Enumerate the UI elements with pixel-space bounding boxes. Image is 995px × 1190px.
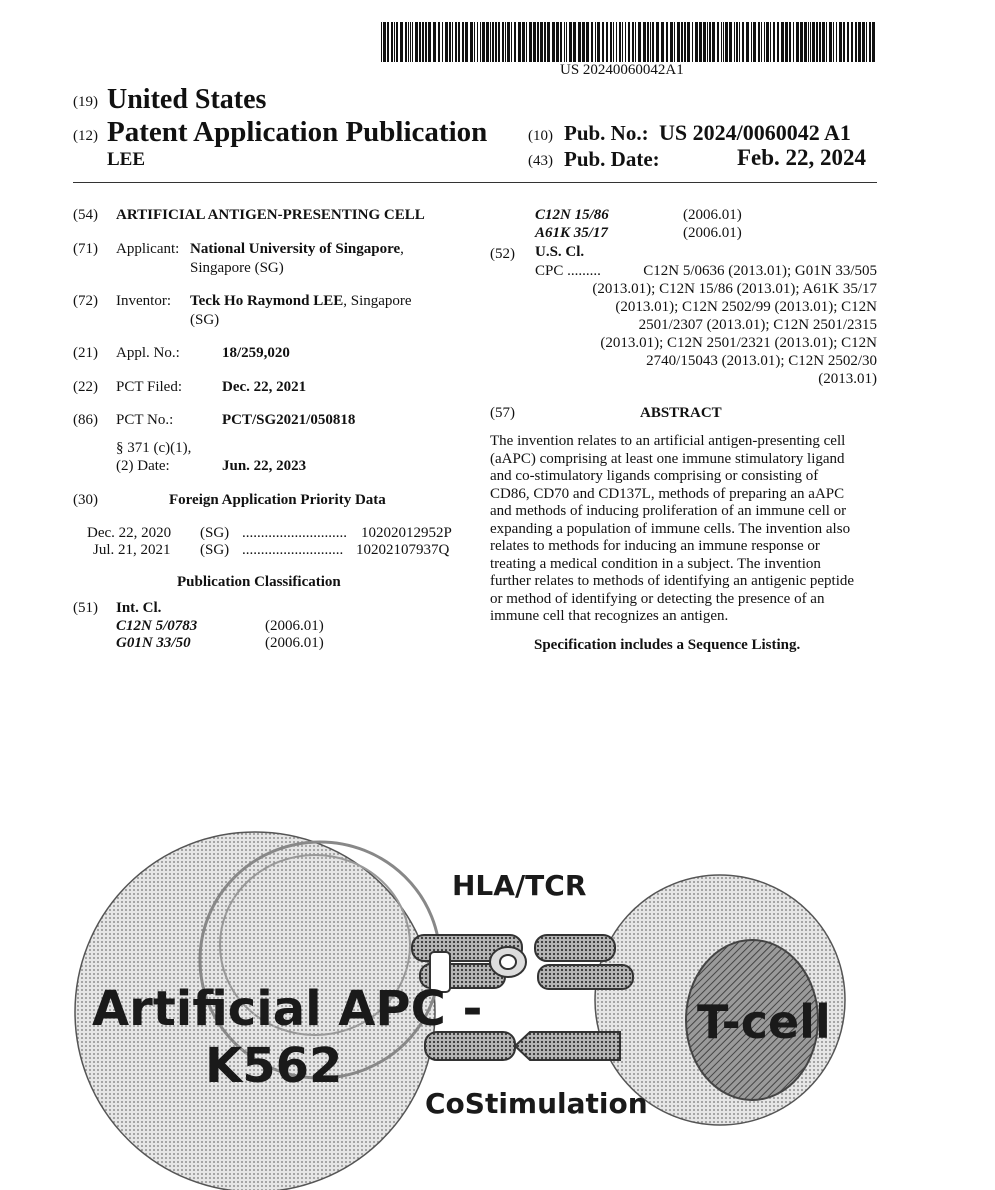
barcode-bar (677, 22, 680, 62)
abstract-line: (aAPC) comprising at least one immune stimulatory ligand (490, 450, 845, 467)
title: ARTIFICIAL ANTIGEN-PRESENTING CELL (116, 207, 425, 223)
barcode-bar (764, 22, 765, 62)
applicant-label: Applicant: (116, 241, 180, 257)
barcode-bar (597, 22, 600, 62)
sequence-note: Specification includes a Sequence Listing. (534, 637, 801, 653)
barcode-bar (666, 22, 668, 62)
inventor-line (190, 292, 412, 310)
abstract-line: immune cell that recognizes an antigen. (490, 608, 729, 624)
s371-line1: § 371 (c)(1), (116, 440, 192, 456)
barcode-bar (736, 22, 738, 62)
pubno-code: (10) (528, 128, 553, 144)
barcode-bar (789, 22, 791, 62)
abstract-line: or method of identifying or detecting the presence of an (490, 590, 825, 607)
pct-no-value: PCT/SG2021/050818 (222, 412, 356, 428)
barcode-bar (628, 22, 630, 62)
barcode-bar (455, 22, 457, 62)
barcode-bar (394, 22, 395, 62)
pct-filed-label: PCT Filed: (116, 379, 182, 395)
barcode-bar (773, 22, 775, 62)
barcode-bar (643, 22, 646, 62)
barcode-bar (619, 22, 621, 62)
barcode-bar (703, 22, 706, 62)
inventor-code: (72) (73, 293, 98, 309)
barcode-bar (816, 22, 818, 62)
barcode-bar (734, 22, 735, 62)
barcode-bar (591, 22, 593, 62)
barcode-bar (616, 22, 617, 62)
inventor-label: Inventor: (116, 293, 171, 309)
s371-value: Jun. 22, 2023 (222, 458, 307, 474)
barcode-bar (819, 22, 821, 62)
barcode-bar (872, 22, 875, 62)
barcode-bar (684, 22, 686, 62)
barcode-bar (812, 22, 815, 62)
barcode-bar (739, 22, 740, 62)
type-code: (12) (73, 128, 98, 144)
barcode-bar (822, 22, 825, 62)
priority-number: 10202012952P (361, 525, 452, 541)
label-artificial-apc: Artificial APC - (92, 981, 483, 1037)
intcl-class: A61K 35/17 (535, 225, 608, 241)
barcode-bar (433, 22, 436, 62)
barcode-bar (796, 22, 799, 62)
barcode-bar (569, 22, 572, 62)
abstract-line: relates to methods for inducing an immune response or (490, 538, 820, 554)
pubdate-code: (43) (528, 153, 553, 169)
cpc-line: (2013.01); C12N 2501/2321 (2013.01); C12N (600, 335, 877, 351)
applicant-name: National University of Singapore (190, 241, 401, 257)
cpc-line: (2013.01); C12N 15/86 (2013.01); A61K 35/17 (592, 281, 877, 297)
barcode-bar (505, 22, 506, 62)
uscl-code: (52) (490, 246, 515, 262)
barcode-bar (804, 22, 807, 62)
abstract-line: treating a medical condition in a subject. The invention (490, 555, 821, 572)
barcode-bar (833, 22, 834, 62)
abstract-line: and methods of inducing proliferation of an immune cell or (490, 503, 847, 519)
priority-dots: ........................... (242, 542, 344, 558)
intcl-year: (2006.01) (265, 618, 324, 634)
barcode-bar (746, 22, 749, 62)
barcode-bar (869, 22, 871, 62)
barcode-bar (383, 22, 386, 62)
barcode-bar (843, 22, 845, 62)
pubclass-heading: Publication Classification (177, 574, 341, 590)
barcode-bar (777, 22, 779, 62)
barcode-bar (695, 22, 698, 62)
barcode-bar (674, 22, 675, 62)
cpc-prefix: CPC ......... (535, 263, 601, 279)
barcode-bar (507, 22, 510, 62)
author: LEE (107, 149, 146, 170)
barcode-bar (606, 22, 608, 62)
barcode-bar (761, 22, 762, 62)
intcl-code: (51) (73, 600, 98, 616)
appl-value: 18/259,020 (222, 345, 290, 361)
barcode-bar (808, 22, 809, 62)
barcode-bar (452, 22, 453, 62)
barcode-bar (462, 22, 464, 62)
pct-filed-value: Dec. 22, 2021 (222, 379, 307, 395)
barcode-bar (564, 22, 565, 62)
barcode-bar (862, 22, 865, 62)
publication-type: Patent Application Publication (107, 116, 488, 148)
barcode-bar (670, 22, 673, 62)
barcode-bar (449, 22, 451, 62)
barcode-bar (582, 22, 585, 62)
barcode-bar (638, 22, 641, 62)
barcode-bar (547, 22, 550, 62)
barcode-bar (573, 22, 576, 62)
foreign-heading: Foreign Application Priority Data (169, 492, 386, 508)
cpc-line: 2501/2307 (2013.01); C12N 2501/2315 (638, 317, 877, 333)
intcl-year: (2006.01) (265, 635, 324, 651)
barcode-bar (474, 22, 475, 62)
abstract-heading: ABSTRACT (640, 405, 722, 421)
pct-no-label: PCT No.: (116, 412, 174, 428)
country-code: (19) (73, 94, 98, 110)
header-divider (73, 182, 877, 183)
barcode-bar (793, 22, 794, 62)
cpc-line: 2740/15043 (2013.01); C12N 2502/30 (646, 353, 877, 369)
barcode-bar (465, 22, 468, 62)
barcode-bar (810, 22, 811, 62)
inventor-name: Teck Ho Raymond LEE (190, 293, 344, 309)
barcode-bar (578, 22, 581, 62)
barcode-bar (482, 22, 485, 62)
barcode-bar (826, 22, 827, 62)
barcode-bar (526, 22, 527, 62)
pubno-value: US 2024/0060042 A1 (659, 120, 851, 145)
barcode-bar (866, 22, 867, 62)
barcode-bar (522, 22, 525, 62)
barcode-bar (556, 22, 559, 62)
barcode-bar (560, 22, 562, 62)
barcode-bar (613, 22, 614, 62)
pubno-label: Pub. No.: (564, 121, 649, 145)
barcode-bar (492, 22, 494, 62)
inventor-location: , Singapore (343, 293, 412, 309)
s371-line2: (2) Date: (116, 458, 170, 474)
barcode-bar (661, 22, 664, 62)
barcode-bar (829, 22, 832, 62)
intcl-label: Int. Cl. (116, 600, 162, 616)
barcode-bar (707, 22, 708, 62)
barcode-bar (699, 22, 702, 62)
barcode-bar (419, 22, 421, 62)
barcode-bar (412, 22, 413, 62)
barcode-bar (428, 22, 431, 62)
barcode-bar (602, 22, 604, 62)
barcode-bar (725, 22, 728, 62)
intcl-class: C12N 5/0783 (116, 618, 198, 634)
barcode-bar (851, 22, 853, 62)
barcode-bar (770, 22, 771, 62)
barcode-bar (687, 22, 690, 62)
barcode-bar (458, 22, 460, 62)
pct-no-code: (86) (73, 412, 98, 428)
barcode-bar (721, 22, 722, 62)
barcode-bar (723, 22, 724, 62)
barcode-bar (635, 22, 636, 62)
barcode-bar (652, 22, 654, 62)
intcl-class: C12N 15/86 (535, 207, 609, 223)
cpc-line: (2013.01) (818, 371, 877, 387)
abstract-line: The invention relates to an artificial antigen-presenting cell (490, 433, 846, 449)
priority-country: (SG) (200, 525, 230, 541)
intcl-year: (2006.01) (683, 225, 742, 241)
abstract-line: expanding a population of immune cells. The invention also (490, 520, 851, 537)
barcode-bar (781, 22, 784, 62)
priority-dots: ............................ (242, 525, 347, 541)
barcode-bar (622, 22, 623, 62)
barcode-bar (511, 22, 512, 62)
appl-code: (21) (73, 345, 98, 361)
intcl-year: (2006.01) (683, 207, 742, 223)
priority-number: 10202107937Q (356, 542, 450, 558)
barcode-bar (647, 22, 649, 62)
barcode-bar (480, 22, 481, 62)
abstract-line: further relates to methods of identifying an antigenic peptide (490, 573, 855, 589)
barcode-bar (785, 22, 788, 62)
barcode-bar (400, 22, 403, 62)
inventor-location-2: (SG) (190, 312, 220, 328)
barcode-bar (477, 22, 478, 62)
barcode-bar (712, 22, 715, 62)
label-k562: K562 (205, 1038, 343, 1094)
barcode-bar (717, 22, 719, 62)
cpc-line: (2013.01); C12N 2502/99 (2013.01); C12N (615, 299, 877, 315)
title-code: (54) (73, 207, 98, 223)
abstract-line: and co-stimulatory ligands comprising or consisting of (490, 468, 819, 484)
barcode-bar (387, 22, 389, 62)
foreign-code: (30) (73, 492, 98, 508)
barcode-bar (625, 22, 626, 62)
barcode-bar (540, 22, 543, 62)
applicant-code: (71) (73, 241, 98, 257)
barcode-bar (445, 22, 448, 62)
barcode-bar (396, 22, 398, 62)
barcode-bar (490, 22, 491, 62)
barcode-bar (422, 22, 424, 62)
barcode-number: US 20240060042A1 (560, 62, 684, 78)
barcode-bar (751, 22, 752, 62)
uscl-label: U.S. Cl. (535, 244, 585, 260)
applicant-location: Singapore (SG) (190, 260, 284, 276)
barcode-bar (742, 22, 744, 62)
barcode-bar (529, 22, 532, 62)
priority-date: Dec. 22, 2020 (87, 525, 172, 541)
barcode-bar (425, 22, 427, 62)
cpc-line: C12N 5/0636 (2013.01); G01N 33/505 (643, 263, 877, 279)
barcode-bar (758, 22, 760, 62)
barcode-bar (610, 22, 612, 62)
barcode-bar (753, 22, 756, 62)
barcode-bar (438, 22, 440, 62)
barcode-bar (800, 22, 803, 62)
abstract-line: CD86, CD70 and CD137L, methods of preparing an aAPC (490, 485, 845, 502)
barcode-bar (391, 22, 393, 62)
barcode-bar (514, 22, 516, 62)
barcode-bar (681, 22, 683, 62)
barcode (381, 22, 877, 62)
barcode-bar (552, 22, 555, 62)
intcl-class: G01N 33/50 (116, 635, 191, 651)
applicant-name-line: National University of Singapore, (190, 241, 404, 257)
barcode-bar (442, 22, 443, 62)
barcode-bar (586, 22, 589, 62)
appl-label: Appl. No.: (116, 345, 180, 361)
barcode-bar (495, 22, 497, 62)
barcode-bar (766, 22, 769, 62)
label-costimulation: CoStimulation (425, 1087, 648, 1120)
barcode-bar (381, 22, 382, 62)
barcode-bar (410, 22, 411, 62)
barcode-bar (858, 22, 861, 62)
label-tcell: T-cell (697, 995, 831, 1049)
priority-date: Jul. 21, 2021 (93, 542, 171, 558)
country: United States (107, 84, 267, 115)
barcode-bar (692, 22, 693, 62)
barcode-bar (836, 22, 837, 62)
barcode-bar (502, 22, 504, 62)
barcode-bar (415, 22, 418, 62)
pubdate-value: Feb. 22, 2024 (737, 145, 867, 170)
barcode-bar (847, 22, 849, 62)
barcode-bar (566, 22, 567, 62)
pubdate-label: Pub. Date: (564, 147, 660, 171)
barcode-bar (729, 22, 732, 62)
barcode-bar (544, 22, 546, 62)
barcode-bar (408, 22, 409, 62)
label-hla-tcr: HLA/TCR (452, 869, 587, 902)
barcode-bar (518, 22, 521, 62)
barcode-bar (533, 22, 536, 62)
barcode-bar (486, 22, 489, 62)
barcode-bar (839, 22, 842, 62)
front-page-figure (60, 800, 860, 1190)
barcode-bar (709, 22, 711, 62)
barcode-bar (405, 22, 407, 62)
priority-country: (SG) (200, 542, 230, 558)
barcode-bar (498, 22, 500, 62)
pct-filed-code: (22) (73, 379, 98, 395)
barcode-bar (470, 22, 473, 62)
barcode-bar (632, 22, 634, 62)
barcode-bar (656, 22, 659, 62)
barcode-bar (855, 22, 857, 62)
barcode-bar (650, 22, 651, 62)
abstract-code: (57) (490, 405, 515, 421)
barcode-bar (595, 22, 596, 62)
barcode-bar (537, 22, 539, 62)
